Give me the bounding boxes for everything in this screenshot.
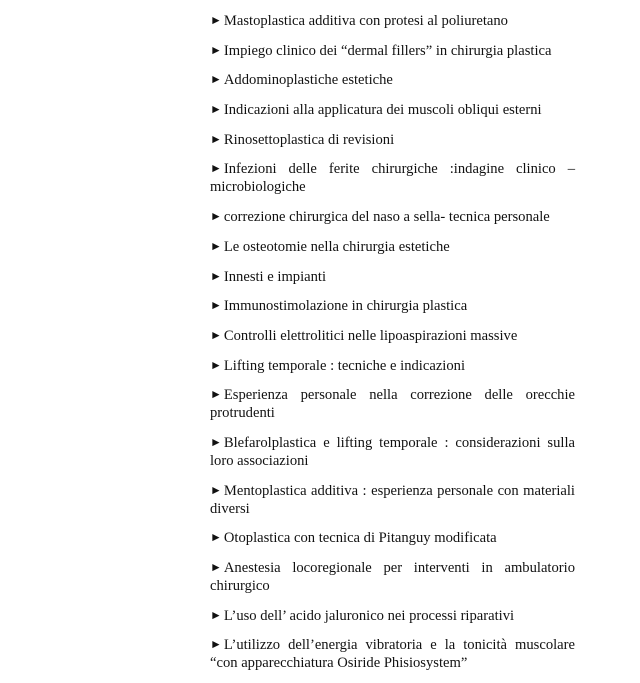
list-item (210, 41, 575, 60)
list-item (210, 130, 575, 149)
list-item (210, 558, 575, 595)
list-item (210, 267, 575, 286)
triangle-bullet-icon: ► (210, 530, 222, 545)
triangle-bullet-icon: ► (210, 13, 222, 27)
triangle-bullet-icon: ► (210, 607, 222, 622)
list-item (210, 606, 575, 625)
list-item (210, 481, 575, 518)
list-item-text: Controlli elettrolitici nelle lipoaspirazioni massive (223, 327, 518, 344)
list-item (210, 635, 575, 672)
list-item (210, 296, 575, 315)
list-item-text: Infezioni delle ferite chirurgiche :indagine clinico – microbiologiche (210, 161, 575, 196)
list-item-text: Mastoplastica additiva con protesi al poliuretano (223, 13, 508, 29)
triangle-bullet-icon: ► (210, 298, 222, 313)
list-item-text: Rinosettoplastica di revisioni (223, 131, 395, 148)
list-item-text: Impiego clinico dei “dermal fillers” in chirurgia plastica (223, 42, 552, 59)
list-item (210, 70, 575, 89)
list-item (210, 100, 575, 119)
triangle-bullet-icon: ► (210, 327, 222, 342)
triangle-bullet-icon: ► (210, 102, 222, 117)
topic-list (210, 11, 575, 672)
triangle-bullet-icon: ► (210, 161, 222, 176)
triangle-bullet-icon: ► (210, 238, 222, 253)
list-item (210, 326, 575, 345)
triangle-bullet-icon: ► (210, 131, 222, 146)
document-page (210, 11, 575, 683)
triangle-bullet-icon: ► (210, 387, 222, 402)
triangle-bullet-icon: ► (210, 357, 222, 372)
list-item-text: Mentoplastica additiva : esperienza personale con materiali diversi (210, 482, 575, 517)
list-item (210, 356, 575, 375)
list-item-text: Otoplastica con tecnica di Pitanguy modificata (223, 530, 497, 547)
list-item (210, 528, 575, 547)
list-item (210, 237, 575, 256)
list-item-text: Addominoplastiche estetiche (223, 72, 393, 89)
list-item (210, 159, 575, 196)
list-item (210, 11, 575, 30)
triangle-bullet-icon: ► (210, 72, 222, 87)
triangle-bullet-icon: ► (210, 209, 222, 224)
list-item (210, 385, 575, 422)
triangle-bullet-icon: ► (210, 482, 222, 497)
list-item-text: Lifting temporale : tecniche e indicazioni (223, 357, 465, 374)
list-item-text: Le osteotomie nella chirurgia estetiche (223, 238, 450, 255)
list-item-text: Anestesia locoregionale per interventi in ambulatorio chirurgico (210, 560, 575, 594)
list-item-text: L’utilizzo dell’energia vibratoria e la tonicità muscolare “con apparecchiatura Osiride Phisiosystem” (210, 637, 575, 672)
list-item-text: Esperienza personale nella correzione delle orecchie protrudenti (210, 387, 575, 422)
triangle-bullet-icon: ► (210, 560, 222, 574)
list-item-text: Blefarolplastica e lifting temporale : considerazioni sulla loro associazioni (210, 434, 575, 469)
list-item-text: correzione chirurgica del naso a sella- tecnica personale (223, 209, 550, 226)
triangle-bullet-icon: ► (210, 434, 222, 449)
list-item-text: Innesti e impianti (223, 268, 327, 285)
list-item (210, 207, 575, 226)
list-item-text: Indicazioni alla applicatura dei muscoli obliqui esterni (223, 102, 542, 119)
list-item (210, 433, 575, 470)
triangle-bullet-icon: ► (210, 42, 222, 57)
triangle-bullet-icon: ► (210, 268, 222, 283)
triangle-bullet-icon: ► (210, 637, 222, 652)
list-item-text: L’uso dell’ acido jaluronico nei processi riparativi (223, 607, 515, 624)
list-item-text: Immunostimolazione in chirurgia plastica (223, 298, 468, 315)
